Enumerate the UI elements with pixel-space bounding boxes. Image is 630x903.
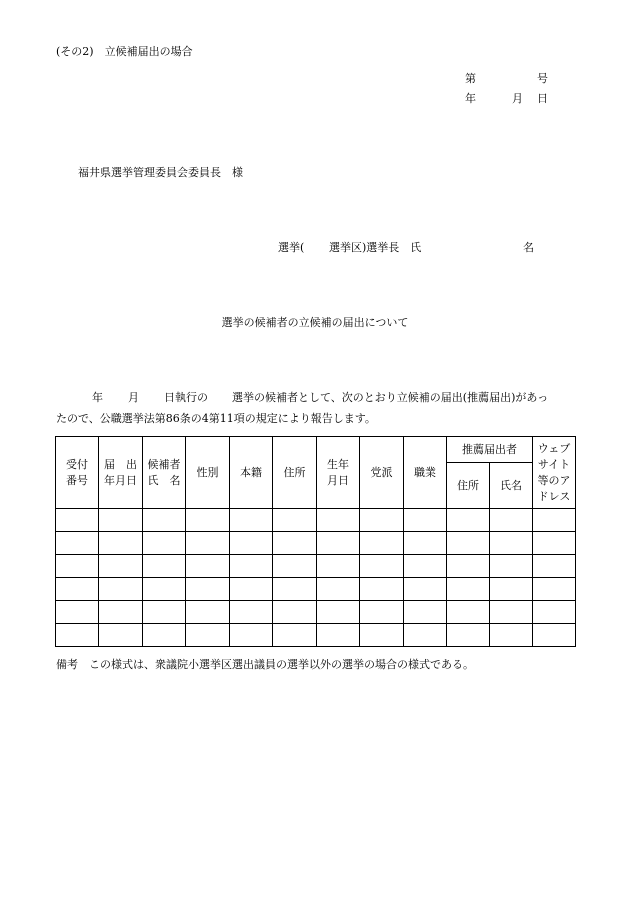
table-cell — [186, 555, 230, 578]
table-cell — [317, 601, 360, 624]
header-recommender-address: 住所 — [447, 463, 490, 509]
table-cell — [317, 624, 360, 647]
date-year: 年 — [465, 92, 476, 105]
header-candidate-name — [143, 437, 186, 509]
header-candidate-name-line-2: 氏 名 — [147, 473, 181, 487]
candidate-table — [55, 436, 576, 647]
sender-name-suffix: 名 — [523, 241, 534, 254]
body-year: 年 — [92, 391, 103, 404]
table-cell — [230, 532, 273, 555]
table-cell — [99, 601, 143, 624]
table-row — [56, 509, 576, 532]
header-birth-date — [317, 437, 360, 509]
table-cell — [404, 555, 447, 578]
header-receipt-number-line-2: 番号 — [66, 473, 88, 487]
table-cell — [143, 532, 186, 555]
table-cell — [447, 624, 490, 647]
table-cell — [360, 509, 404, 532]
table-cell — [490, 555, 533, 578]
table-cell — [230, 578, 273, 601]
table-cell — [490, 601, 533, 624]
header-receipt-number — [56, 437, 99, 509]
table-row — [56, 624, 576, 647]
table-cell — [143, 509, 186, 532]
table-cell — [143, 578, 186, 601]
table-cell — [230, 555, 273, 578]
table-cell — [99, 532, 143, 555]
table-cell — [143, 624, 186, 647]
table-cell — [56, 578, 99, 601]
header-website-line-2: サイト — [537, 457, 571, 471]
body-month: 月 — [128, 391, 139, 404]
table-row — [56, 555, 576, 578]
table-cell — [56, 532, 99, 555]
table-cell — [56, 555, 99, 578]
table-cell — [404, 532, 447, 555]
header-website-line-3: 等のア — [537, 473, 571, 487]
header-website-line-4: ドレス — [537, 489, 571, 503]
header-filing-date-line-2: 年月日 — [104, 473, 137, 487]
table-cell — [404, 624, 447, 647]
header-gender: 性別 — [186, 437, 230, 509]
table-cell — [99, 555, 143, 578]
table-cell — [404, 601, 447, 624]
addressee: 福井県選挙管理委員会委員長 様 — [78, 166, 243, 179]
table-cell — [273, 532, 317, 555]
header-occupation: 職業 — [404, 437, 447, 509]
header-recommender-name: 氏名 — [490, 463, 533, 509]
table-cell — [447, 578, 490, 601]
table-cell — [230, 601, 273, 624]
table-cell — [404, 509, 447, 532]
header-address: 住所 — [273, 437, 317, 509]
table-cell — [533, 509, 576, 532]
table-cell — [533, 624, 576, 647]
table-cell — [99, 624, 143, 647]
header-birth-date-line-1: 生年 — [327, 457, 349, 471]
table-cell — [186, 509, 230, 532]
date-day: 日 — [537, 92, 548, 105]
table-cell — [447, 555, 490, 578]
table-cell — [143, 601, 186, 624]
table-cell — [360, 601, 404, 624]
table-cell — [273, 555, 317, 578]
table-cell — [360, 624, 404, 647]
table-cell — [360, 555, 404, 578]
body-line-2: たので、公職選挙法第86条の4第11項の規定により報告します。 — [56, 412, 376, 425]
table-cell — [273, 624, 317, 647]
table-cell — [533, 532, 576, 555]
table-cell — [186, 601, 230, 624]
section-heading: (その2) 立候補届出の場合 — [56, 45, 193, 58]
table-cell — [317, 532, 360, 555]
table-body — [56, 509, 576, 647]
header-receipt-number-line-1: 受付 — [66, 457, 88, 471]
table-cell — [533, 578, 576, 601]
header-recommender-group: 推薦届出者 — [447, 437, 533, 463]
table-cell — [360, 578, 404, 601]
table-cell — [490, 532, 533, 555]
table-cell — [56, 509, 99, 532]
header-party: 党派 — [360, 437, 404, 509]
doc-number-prefix: 第 — [465, 72, 476, 85]
header-birth-date-line-2: 月日 — [327, 473, 349, 487]
table-row — [56, 578, 576, 601]
table-cell — [447, 601, 490, 624]
header-candidate-name-line-1: 候補者 — [147, 457, 181, 471]
header-filing-date-line-1: 届 出 — [104, 457, 137, 471]
header-website-line-1: ウェブ — [537, 441, 571, 455]
table-cell — [490, 624, 533, 647]
table-cell — [404, 578, 447, 601]
table-cell — [447, 532, 490, 555]
table-cell — [273, 601, 317, 624]
table-cell — [273, 509, 317, 532]
table-cell — [490, 509, 533, 532]
date-month: 月 — [512, 92, 523, 105]
table-cell — [490, 578, 533, 601]
doc-number-suffix: 号 — [537, 72, 548, 85]
table-row — [56, 601, 576, 624]
header-filing-date — [99, 437, 143, 509]
table-cell — [186, 532, 230, 555]
header-website — [533, 437, 576, 509]
document-title: 選挙の候補者の立候補の届出について — [221, 316, 409, 329]
table-cell — [99, 578, 143, 601]
table-cell — [56, 624, 99, 647]
table-row — [56, 532, 576, 555]
table-cell — [533, 601, 576, 624]
table-cell — [230, 509, 273, 532]
table-cell — [317, 578, 360, 601]
sender-election: 選挙( — [278, 241, 305, 254]
header-domicile: 本籍 — [230, 437, 273, 509]
table-cell — [186, 624, 230, 647]
table-cell — [447, 509, 490, 532]
remark-note: 備考 この様式は、衆議院小選挙区選出議員の選挙以外の選挙の場合の様式である。 — [56, 658, 474, 671]
table-cell — [317, 509, 360, 532]
table-cell — [99, 509, 143, 532]
table-cell — [56, 601, 99, 624]
table-cell — [273, 578, 317, 601]
table-cell — [533, 555, 576, 578]
sender-district: 選挙区)選挙長 氏 — [329, 241, 422, 254]
table-cell — [317, 555, 360, 578]
body-day-exec: 日執行の — [164, 391, 208, 404]
table-cell — [186, 578, 230, 601]
table-cell — [230, 624, 273, 647]
table-cell — [360, 532, 404, 555]
body-text-1: 選挙の候補者として、次のとおり立候補の届出(推薦届出)があっ — [232, 391, 549, 404]
table-cell — [143, 555, 186, 578]
